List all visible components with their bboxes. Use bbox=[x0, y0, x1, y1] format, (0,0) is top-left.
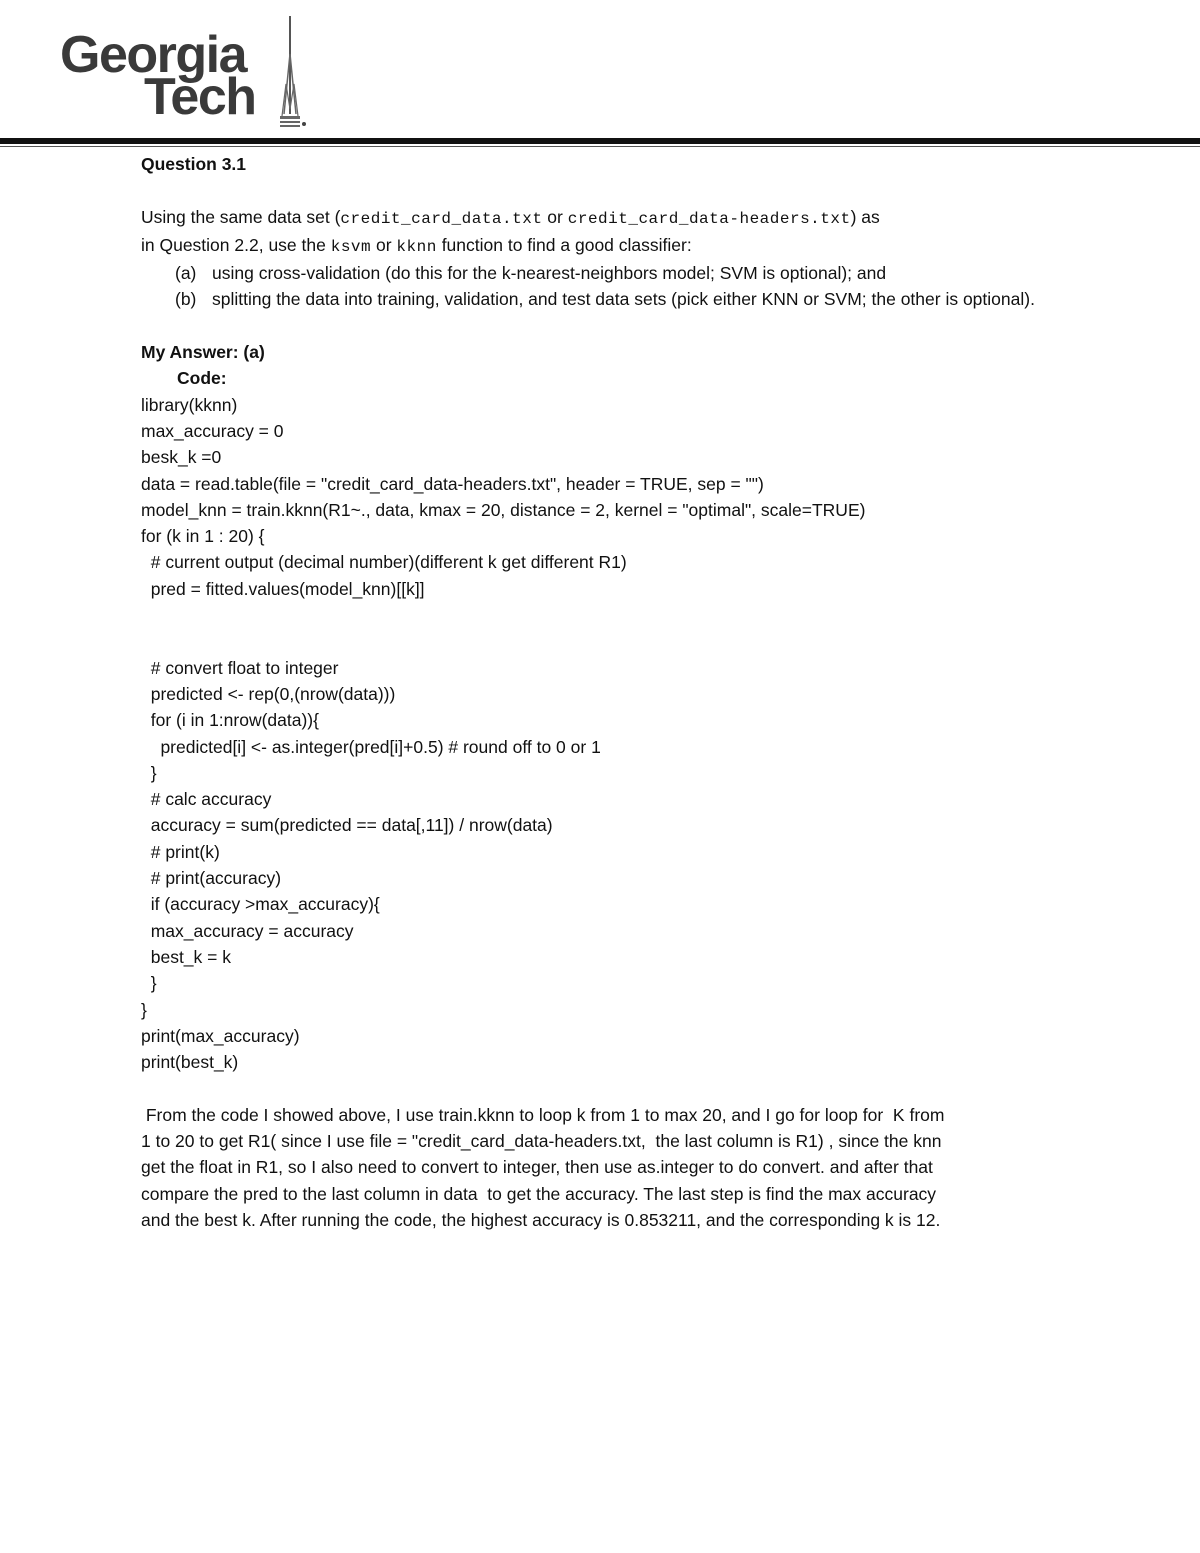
text-line: best_k = k bbox=[141, 946, 231, 967]
text-line: get the float in R1, so I also need to convert to integer, then use as.integer to do convert. and after that bbox=[141, 1157, 933, 1178]
text-line: From the code I showed above, I use train.kknn to loop k from 1 to max 20, and I go for loop for K from bbox=[141, 1104, 945, 1125]
text-line: # print(k) bbox=[141, 841, 220, 862]
text-line: # current output (decimal number)(different k get different R1) bbox=[141, 552, 627, 573]
text-line: library(kknn) bbox=[141, 394, 238, 415]
list-item: (a) using cross-validation (do this for the k-nearest-neighbors model; SVM is optional); and bbox=[175, 263, 887, 284]
text-line: accuracy = sum(predicted == data[,11]) / nrow(data) bbox=[141, 815, 553, 836]
text-line: besk_k =0 bbox=[141, 447, 222, 468]
logo-text-georgia: Georgia bbox=[60, 26, 246, 84]
text-line: model_knn = train.kknn(R1~., data, kmax = 20, distance = 2, kernel = "optimal", scale=TRUE) bbox=[141, 499, 866, 520]
georgia-tech-logo bbox=[60, 14, 330, 129]
text-line: predicted <- rep(0,(nrow(data))) bbox=[141, 683, 396, 704]
text-line: # print(accuracy) bbox=[141, 868, 282, 889]
text-line: for (k in 1 : 20) { bbox=[141, 526, 265, 547]
text-line: print(best_k) bbox=[141, 1052, 239, 1073]
question-title: Question 3.1 bbox=[141, 154, 247, 174]
code-label: Code: bbox=[177, 368, 227, 389]
text-line: } bbox=[141, 762, 157, 783]
header-rule-thin bbox=[0, 146, 1200, 147]
text-line: max_accuracy = accuracy bbox=[141, 920, 354, 941]
document-body bbox=[141, 151, 1061, 1233]
text-line: pred = fitted.values(model_knn)[[k]] bbox=[141, 578, 425, 599]
text-line: max_accuracy = 0 bbox=[141, 420, 284, 441]
answer-heading: My Answer: (a) bbox=[141, 342, 265, 363]
text-line: data = read.table(file = "credit_card_data-headers.txt", header = TRUE, sep = "") bbox=[141, 473, 764, 494]
explanation-paragraph bbox=[141, 1102, 1061, 1233]
header-rule bbox=[0, 138, 1200, 144]
list-item: (b) splitting the data into training, validation, and test data sets (pick either KNN or SVM; the other is optional). bbox=[175, 289, 1035, 310]
text-line: 1 to 20 to get R1( since I use file = "credit_card_data-headers.txt, the last column is R1) , since the knn bbox=[141, 1130, 942, 1151]
text-line: print(max_accuracy) bbox=[141, 1025, 300, 1046]
filename-1: credit_card_data.txt bbox=[340, 209, 543, 228]
text-line: } bbox=[141, 999, 147, 1020]
text-line: } bbox=[141, 973, 157, 994]
question-intro-line2: in Question 2.2, use the ksvm or kknn function to find a good classifier: bbox=[141, 234, 692, 256]
text-line: and the best k. After running the code, the highest accuracy is 0.853211, and the corresponding k is 12. bbox=[141, 1209, 941, 1230]
code-block-2 bbox=[141, 655, 1061, 1076]
text-line: # calc accuracy bbox=[141, 789, 272, 810]
function-kknn: kknn bbox=[396, 237, 437, 256]
code-block-1 bbox=[141, 392, 1061, 602]
function-ksvm: ksvm bbox=[330, 237, 372, 256]
question-intro-line1: Using the same data set (credit_card_data.txt or credit_card_data-headers.txt) as bbox=[141, 206, 880, 228]
tech-tower-icon bbox=[278, 14, 318, 129]
text-line: # convert float to integer bbox=[141, 657, 339, 678]
filename-2: credit_card_data-headers.txt bbox=[567, 209, 851, 228]
text-line: for (i in 1:nrow(data)){ bbox=[141, 710, 319, 731]
logo-text-tech: Tech bbox=[144, 68, 256, 126]
text-line: compare the pred to the last column in data to get the accuracy. The last step is find the max accuracy bbox=[141, 1183, 937, 1204]
text-line: if (accuracy >max_accuracy){ bbox=[141, 894, 380, 915]
text-line: predicted[i] <- as.integer(pred[i]+0.5) # round off to 0 or 1 bbox=[141, 736, 601, 757]
